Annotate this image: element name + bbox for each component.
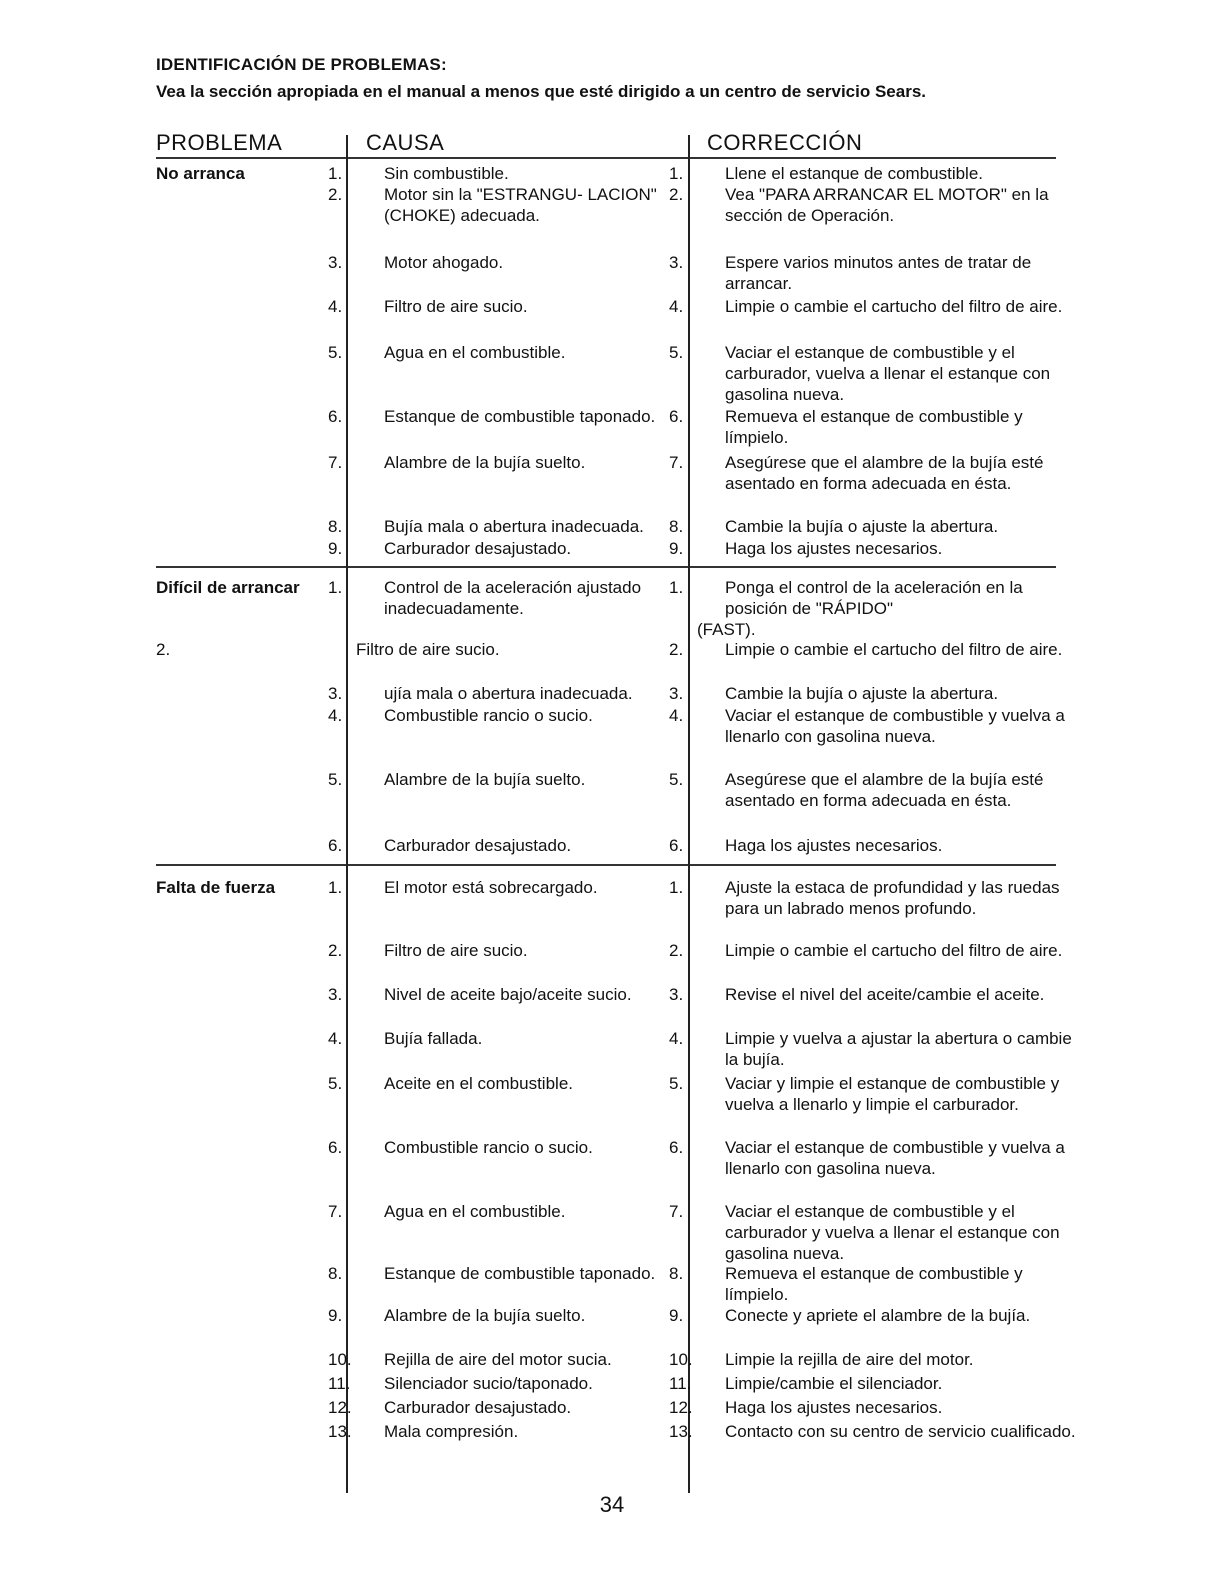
problem-label: Falta de fuerza xyxy=(156,878,276,897)
item-number: 6. xyxy=(328,407,343,426)
item-text: Agua en el combustible. xyxy=(384,343,566,362)
item-text: Cambie la bujía o ajuste la abertura. xyxy=(725,517,999,536)
item-number: 3. xyxy=(328,985,343,1004)
correction-item xyxy=(669,577,1085,619)
item-number: 5. xyxy=(669,770,684,789)
header-correction: CORRECCIÓN xyxy=(707,130,863,155)
cause-item xyxy=(328,1305,714,1326)
item-text: ujía mala o abertura inadecuada. xyxy=(384,684,633,703)
item-number: 4. xyxy=(669,1029,684,1048)
cause-item xyxy=(328,940,714,961)
item-text: Limpie o cambie el cartucho del filtro de aire. xyxy=(725,640,1063,659)
section-divider xyxy=(156,566,1056,568)
item-number: 6. xyxy=(328,1138,343,1157)
cause-item xyxy=(328,683,714,704)
item-number: 1. xyxy=(328,164,343,183)
item-text: (FAST). xyxy=(697,620,756,639)
item-text: Contacto con su centro de servicio cualificado. xyxy=(725,1422,1076,1441)
item-text: Carburador desajustado. xyxy=(384,539,572,558)
item-text: Combustible rancio o sucio. xyxy=(384,706,593,725)
correction-item xyxy=(669,1349,1085,1370)
item-number: 9. xyxy=(669,539,684,558)
cause-item xyxy=(328,1421,714,1442)
item-text: El motor está sobrecargado. xyxy=(384,878,598,897)
item-number: 3. xyxy=(669,985,684,1004)
item-text: Limpie o cambie el cartucho del filtro de aire. xyxy=(725,941,1063,960)
header-rule xyxy=(156,157,1056,159)
item-text: Carburador desajustado. xyxy=(384,836,572,855)
item-text: Filtro de aire sucio. xyxy=(384,941,528,960)
item-text: Limpie y vuelva a ajustar la abertura o cambie la bujía. xyxy=(725,1029,1072,1069)
item-number: 4. xyxy=(328,297,343,316)
item-number: 6. xyxy=(669,1138,684,1157)
item-text: Vaciar el estanque de combustible y el carburador y vuelva a llenar el estanque con gasolina nueva. xyxy=(725,1202,1060,1263)
item-text: Cambie la bujía o ajuste la abertura. xyxy=(725,684,999,703)
item-text: Espere varios minutos antes de tratar de arrancar. xyxy=(725,253,1032,293)
cause-item xyxy=(328,163,714,184)
cause-item xyxy=(328,452,714,473)
correction-item xyxy=(669,1421,1085,1442)
header-cause: CAUSA xyxy=(366,130,445,155)
correction-item xyxy=(669,516,1085,537)
item-number: 6. xyxy=(669,836,684,855)
cause-item xyxy=(328,835,714,856)
item-text: Motor sin la "ESTRANGU- LACION" (CHOKE) adecuada. xyxy=(384,185,657,225)
item-text: Carburador desajustado. xyxy=(384,1398,572,1417)
cause-item xyxy=(328,538,714,559)
item-text: Filtro de aire sucio. xyxy=(356,640,500,659)
item-number: 2. xyxy=(669,941,684,960)
item-number: 8. xyxy=(669,1264,684,1283)
item-number: 5. xyxy=(669,343,684,362)
item-number: 7. xyxy=(669,1202,684,1221)
item-number: 3. xyxy=(669,684,684,703)
cause-item xyxy=(328,1373,714,1394)
item-number: 10. xyxy=(669,1350,693,1369)
problem-label: Difícil de arrancar xyxy=(156,578,300,597)
item-text: Agua en el combustible. xyxy=(384,1202,566,1221)
cause-item xyxy=(328,406,714,427)
column-divider xyxy=(688,135,690,1493)
item-text: Conecte y apriete el alambre de la bujía. xyxy=(725,1306,1031,1325)
item-number: 3. xyxy=(669,253,684,272)
item-number: 7. xyxy=(328,453,343,472)
cause-item xyxy=(328,769,714,790)
correction-item xyxy=(669,163,1085,184)
page-number: 34 xyxy=(599,1492,625,1517)
item-number: 13. xyxy=(328,1422,352,1441)
cause-item xyxy=(328,1137,714,1158)
item-text: Aceite en el combustible. xyxy=(384,1074,573,1093)
cause-item xyxy=(328,342,714,363)
cause-item xyxy=(356,639,686,660)
cause-item xyxy=(328,1201,714,1222)
cause-item xyxy=(328,1028,714,1049)
correction-item xyxy=(669,683,1085,704)
correction-item xyxy=(669,835,1085,856)
cause-item xyxy=(328,877,714,898)
item-number: 5. xyxy=(328,343,343,362)
item-number: 9. xyxy=(669,1306,684,1325)
cause-item xyxy=(328,984,714,1005)
item-number: 11. xyxy=(669,1374,692,1393)
cause-item xyxy=(328,705,714,726)
item-text: Alambre de la bujía suelto. xyxy=(384,453,586,472)
item-number: 1. xyxy=(328,578,343,597)
cause-item xyxy=(328,184,714,226)
item-number: 4. xyxy=(669,706,684,725)
item-number: 4. xyxy=(328,706,343,725)
item-text: Remueva el estanque de combustible y límpielo. xyxy=(725,1264,1023,1304)
item-text: Filtro de aire sucio. xyxy=(384,297,528,316)
item-text: Asegúrese que el alambre de la bujía esté asentado en forma adecuada en ésta. xyxy=(725,453,1044,493)
item-text: Haga los ajustes necesarios. xyxy=(725,836,943,855)
correction-item xyxy=(669,984,1085,1005)
item-number: 2. xyxy=(669,185,684,204)
item-number: 9. xyxy=(328,539,343,558)
correction-item xyxy=(669,538,1085,559)
correction-item xyxy=(669,877,1085,919)
item-number: 2. xyxy=(328,941,343,960)
item-text: Alambre de la bujía suelto. xyxy=(384,1306,586,1325)
header-problem: PROBLEMA xyxy=(156,130,283,155)
correction-item xyxy=(669,342,1085,405)
item-number: 3. xyxy=(328,253,343,272)
item-number: 7. xyxy=(669,453,684,472)
item-text: Llene el estanque de combustible. xyxy=(725,164,984,183)
item-number: 12. xyxy=(669,1398,693,1417)
correction-item xyxy=(669,452,1085,494)
cause-item xyxy=(328,1073,714,1094)
item-text: Bujía fallada. xyxy=(384,1029,483,1048)
page-title: IDENTIFICACIÓN DE PROBLEMAS: xyxy=(156,55,447,74)
item-text: Vaciar el estanque de combustible y vuelva a llenarlo con gasolina nueva. xyxy=(725,1138,1065,1178)
item-text: Vaciar el estanque de combustible y vuelva a llenarlo con gasolina nueva. xyxy=(725,706,1065,746)
item-number: 10. xyxy=(328,1350,352,1369)
correction-item xyxy=(669,769,1085,811)
cause-item xyxy=(328,1397,714,1418)
correction-item xyxy=(669,705,1085,747)
cause-item xyxy=(328,252,714,273)
correction-item xyxy=(669,406,1085,448)
section-divider xyxy=(156,864,1056,866)
item-text: Limpie la rejilla de aire del motor. xyxy=(725,1350,974,1369)
item-text: Haga los ajustes necesarios. xyxy=(725,539,943,558)
item-text: Vaciar el estanque de combustible y el carburador, vuelva a llenar el estanque con gasolina nueva. xyxy=(725,343,1051,404)
item-number: 4. xyxy=(328,1029,343,1048)
item-text: Estanque de combustible taponado. xyxy=(384,407,656,426)
item-number: 5. xyxy=(328,1074,343,1093)
item-text: Combustible rancio o sucio. xyxy=(384,1138,593,1157)
column-divider xyxy=(346,135,348,1493)
problem-stray-number: 2. xyxy=(156,640,171,659)
item-number: 7. xyxy=(328,1202,343,1221)
cause-item xyxy=(328,296,714,317)
item-number: 8. xyxy=(328,1264,343,1283)
item-text: Alambre de la bujía suelto. xyxy=(384,770,586,789)
item-number: 6. xyxy=(669,407,684,426)
item-text: Sin combustible. xyxy=(384,164,509,183)
item-number: 13. xyxy=(669,1422,693,1441)
problem-label: No arranca xyxy=(156,164,245,183)
item-text: Vea "PARA ARRANCAR EL MOTOR" en la sección de Operación. xyxy=(725,185,1049,225)
item-text: Control de la aceleración ajustado inadecuadamente. xyxy=(384,578,642,618)
correction-item xyxy=(669,184,1085,226)
correction-item xyxy=(669,1397,1085,1418)
item-text: Mala compresión. xyxy=(384,1422,519,1441)
item-number: 8. xyxy=(669,517,684,536)
correction-item xyxy=(669,296,1085,317)
item-text: Limpie/cambie el silenciador. xyxy=(725,1374,943,1393)
correction-item xyxy=(669,1263,1085,1305)
correction-item xyxy=(669,639,1085,660)
item-number: 12. xyxy=(328,1398,352,1417)
item-text: Nivel de aceite bajo/aceite sucio. xyxy=(384,985,632,1004)
item-number: 9. xyxy=(328,1306,343,1325)
cause-item xyxy=(328,1349,714,1370)
item-text: Remueva el estanque de combustible y límpielo. xyxy=(725,407,1023,447)
item-number: 6. xyxy=(328,836,343,855)
correction-item xyxy=(669,252,1085,294)
item-number: 11. xyxy=(328,1374,351,1393)
item-number: 2. xyxy=(669,640,684,659)
item-number: 8. xyxy=(328,517,343,536)
item-text: Estanque de combustible taponado. xyxy=(384,1264,656,1283)
item-text: Ponga el control de la aceleración en la posición de "RÁPIDO" xyxy=(725,578,1023,618)
item-number: 1. xyxy=(669,578,684,597)
page-subtitle: Vea la sección apropiada en el manual a menos que esté dirigido a un centro de servicio Sears. xyxy=(156,82,927,101)
item-number: 4. xyxy=(669,297,684,316)
item-number: 3. xyxy=(328,684,343,703)
item-text: Limpie o cambie el cartucho del filtro de aire. xyxy=(725,297,1063,316)
correction-item xyxy=(669,1028,1085,1070)
item-text: Haga los ajustes necesarios. xyxy=(725,1398,943,1417)
item-text: Vaciar y limpie el estanque de combustible y vuelva a llenarlo y limpie el carburador. xyxy=(725,1074,1060,1114)
cause-item xyxy=(328,1263,714,1284)
cause-item xyxy=(328,516,714,537)
correction-item xyxy=(669,1073,1085,1115)
item-number: 1. xyxy=(669,878,684,897)
item-number: 1. xyxy=(328,878,343,897)
item-text: Ajuste la estaca de profundidad y las ruedas para un labrado menos profundo. xyxy=(725,878,1060,918)
item-text: Motor ahogado. xyxy=(384,253,504,272)
correction-item xyxy=(669,940,1085,961)
item-text: Bujía mala o abertura inadecuada. xyxy=(384,517,644,536)
item-text: Asegúrese que el alambre de la bujía esté asentado en forma adecuada en ésta. xyxy=(725,770,1044,810)
item-number: 5. xyxy=(328,770,343,789)
item-number: 2. xyxy=(328,185,343,204)
item-text: Revise el nivel del aceite/cambie el aceite. xyxy=(725,985,1045,1004)
cause-item xyxy=(328,577,714,619)
correction-item xyxy=(669,1373,1085,1394)
correction-item xyxy=(669,1305,1085,1326)
correction-item xyxy=(669,1201,1085,1264)
item-number: 1. xyxy=(669,164,684,183)
correction-item xyxy=(669,1137,1085,1179)
item-text: Silenciador sucio/taponado. xyxy=(384,1374,593,1393)
correction-item xyxy=(697,619,1057,640)
item-number: 5. xyxy=(669,1074,684,1093)
item-text: Rejilla de aire del motor sucia. xyxy=(384,1350,612,1369)
